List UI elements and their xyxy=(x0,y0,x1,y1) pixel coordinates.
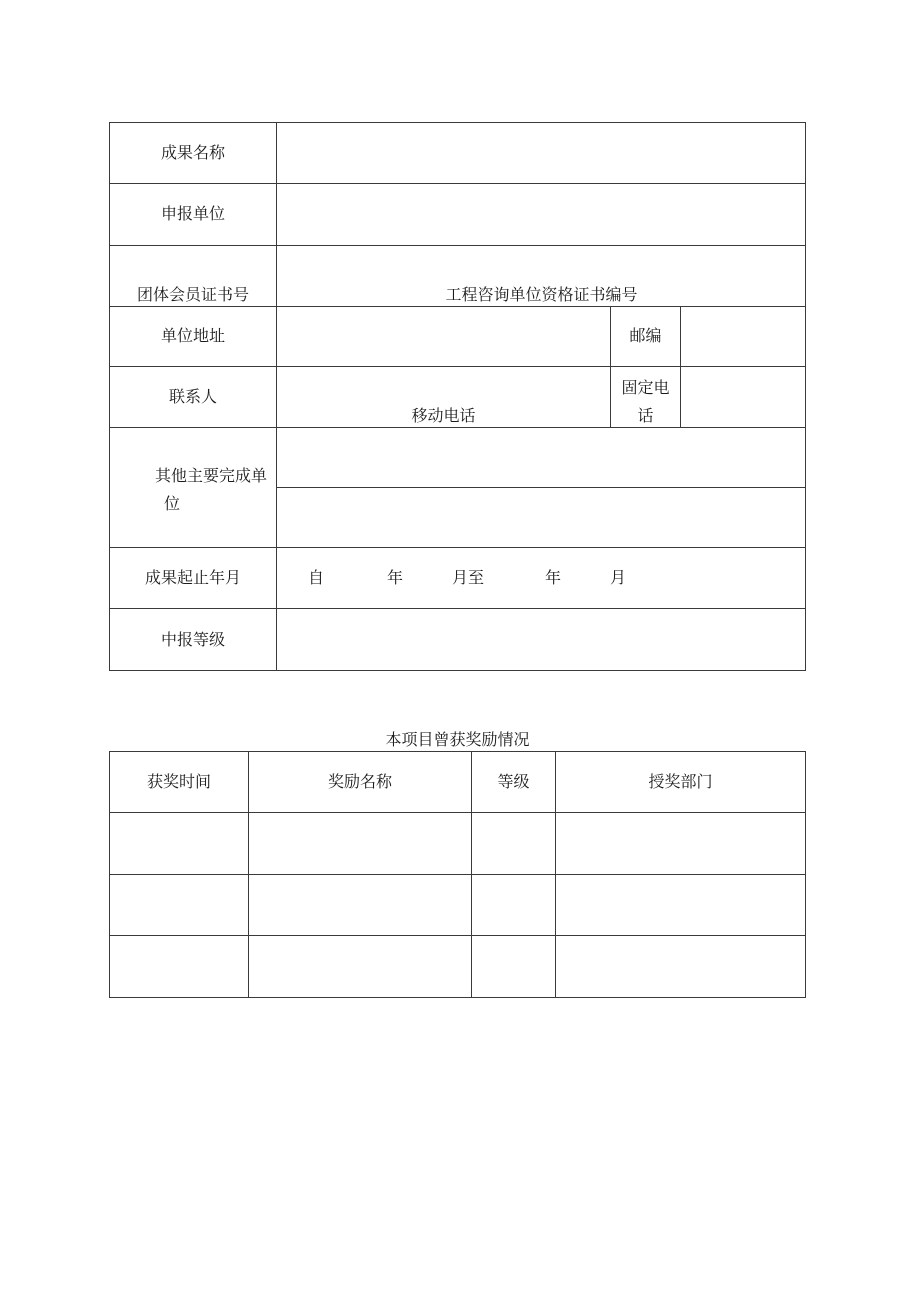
awards-header-grade: 等级 xyxy=(497,772,530,791)
awards-table-title: 本项目曾获奖励情况 xyxy=(385,730,530,749)
applicant-unit-field[interactable] xyxy=(278,184,805,245)
other-unit-field-2[interactable] xyxy=(278,488,805,547)
awards-header-name: 奖励名称 xyxy=(327,772,392,791)
label-fixed-phone: 固定电 xyxy=(621,378,670,397)
other-unit-field-1[interactable] xyxy=(278,428,805,487)
contact-field[interactable] xyxy=(278,367,610,403)
achievement-name-field[interactable] xyxy=(278,123,805,183)
label-period: 成果起止年月 xyxy=(144,568,241,587)
awards-row[interactable] xyxy=(110,936,805,997)
label-grade: 中报等级 xyxy=(160,630,225,649)
awards-row[interactable] xyxy=(110,875,805,935)
label-fixed-phone-cont: 话 xyxy=(637,406,654,425)
cert-number-field[interactable] xyxy=(278,246,805,282)
row-divider xyxy=(109,547,806,548)
awards-header-time: 获奖时间 xyxy=(146,772,211,791)
period-year-end: 年 xyxy=(545,568,562,587)
label-postcode: 邮编 xyxy=(629,326,662,345)
grade-field[interactable] xyxy=(278,609,805,670)
label-mobile-phone: 移动电话 xyxy=(411,406,476,425)
postcode-field[interactable] xyxy=(681,307,805,366)
label-contact: 联系人 xyxy=(168,387,217,406)
period-from: 自 xyxy=(308,568,325,587)
label-applicant-unit: 申报单位 xyxy=(160,204,225,223)
label-column-divider xyxy=(276,122,277,671)
awards-row[interactable] xyxy=(110,813,805,874)
label-other-units: 其他主要完成单 xyxy=(155,466,268,485)
period-year-start: 年 xyxy=(387,568,404,587)
label-unit-address: 单位地址 xyxy=(160,326,225,345)
label-achievement-name: 成果名称 xyxy=(160,143,225,162)
fixed-phone-field[interactable] xyxy=(681,367,805,427)
period-month-end: 月 xyxy=(610,568,627,587)
label-member-cert-no: 团体会员证书号 xyxy=(136,285,249,304)
awards-header-department: 授奖部门 xyxy=(648,772,713,791)
label-other-units-cont: 位 xyxy=(164,494,181,513)
unit-address-field[interactable] xyxy=(278,307,610,366)
period-month-to: 月至 xyxy=(452,568,485,587)
label-consult-cert-no: 工程咨询单位资格证书编号 xyxy=(445,285,638,304)
